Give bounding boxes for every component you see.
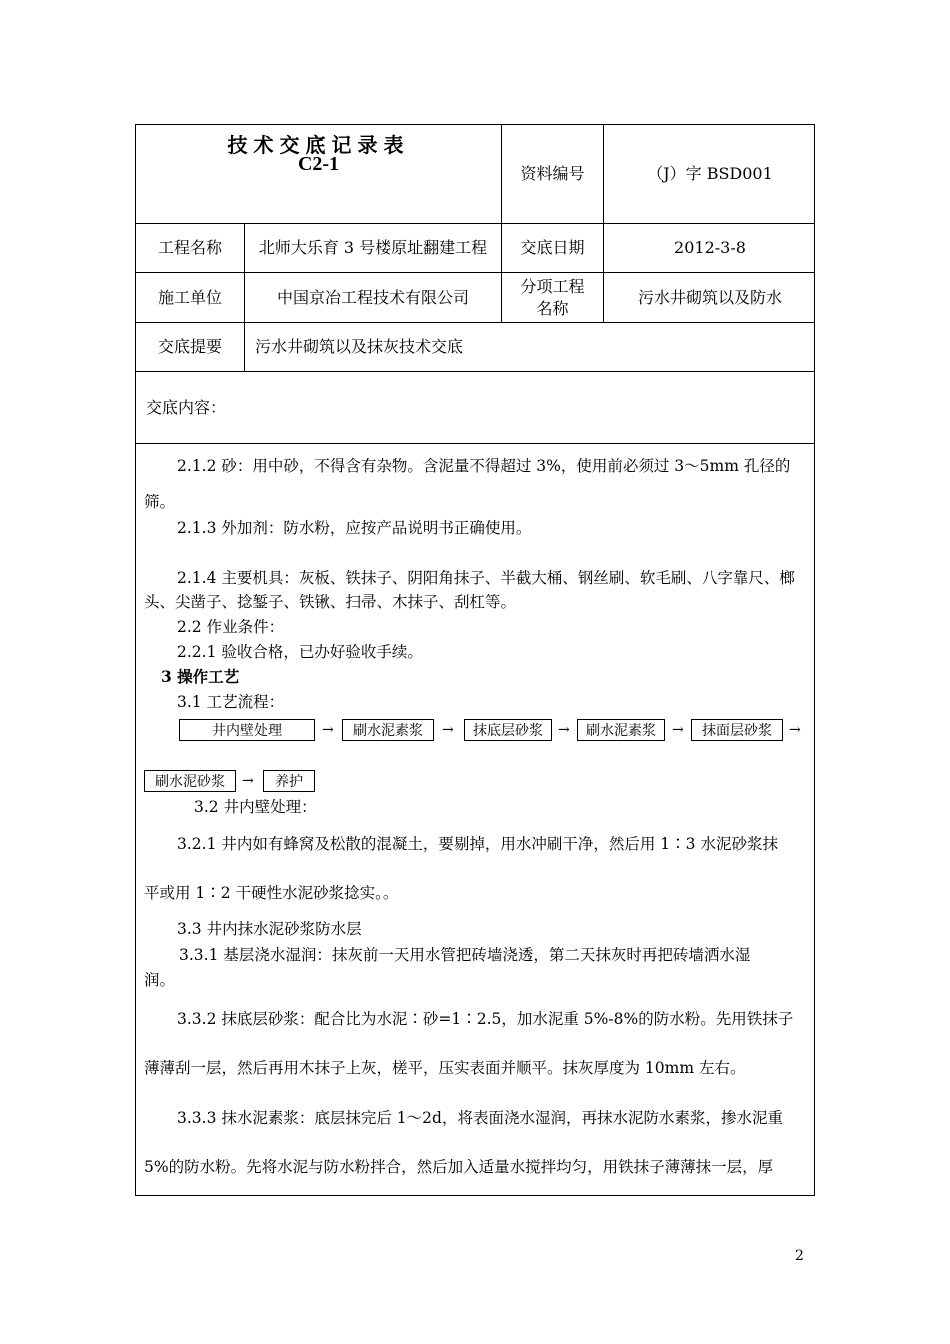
para-2-2-1: 2.2.1 验收合格，已办好验收手续。: [177, 643, 423, 661]
para-3-3-2-cont: 薄薄刮一层，然后再用木抹子上灰，槎平，压实表面并顺平。抹灰厚度为 10mm 左右。: [144, 1059, 746, 1077]
para-2-1-2: 2.1.2 砂：用中砂，不得含有杂物。含泥量不得超过 3%，使用前必须过 3～5mm 孔径的: [177, 457, 791, 475]
flow-step-7: 养护: [263, 770, 315, 792]
sub-item-label: [502, 273, 603, 322]
flow-arrow: →: [242, 773, 254, 789]
flow-step-4: 刷水泥素浆: [577, 719, 665, 741]
flow-arrow: →: [322, 722, 334, 738]
para-3-2-1: 3.2.1 井内如有蜂窝及松散的混凝土，要剔掉，用水冲刷干净，然后用 1∶3 水泥砂浆抹: [177, 835, 778, 853]
flow-arrow: →: [789, 722, 801, 738]
unit-value: 中国京冶工程技术有限公司: [276, 287, 469, 307]
flow-step-1: 井内壁处理: [179, 719, 315, 741]
para-3-2: 3.2 井内壁处理：: [194, 798, 317, 816]
record-table: [135, 124, 815, 1196]
row-divider: [136, 443, 814, 444]
para-2-2: 2.2 作业条件：: [177, 618, 285, 636]
sub-item-label-line2: 名称: [536, 298, 569, 318]
flow-arrow: →: [442, 722, 454, 738]
flow-step-2: 刷水泥素浆: [342, 719, 434, 741]
doc-no-label: 资料编号: [520, 164, 585, 183]
project-label: 工程名称: [157, 238, 222, 257]
content-heading: 交底内容：: [146, 397, 227, 417]
flow-step-3: 抹底层砂浆: [464, 719, 552, 741]
form-code: C2-1: [297, 153, 340, 175]
sub-item-label-line1: 分项工程: [520, 276, 585, 296]
para-2-1-3: 2.1.3 外加剂：防水粉，应按产品说明书正确使用。: [177, 519, 532, 537]
flow-step-5: 抹面层砂浆: [691, 719, 783, 741]
para-3-3-1: 3.3.1 基层浇水湿润：抹灰前一天用水管把砖墙浇透，第二天抹灰时再把砖墙洒水湿: [179, 946, 751, 964]
summary-label: 交底提要: [157, 337, 222, 356]
summary-value: 污水井砌筑以及抹灰技术交底: [255, 337, 464, 356]
para-2-1-2-cont: 筛。: [144, 493, 176, 511]
flow-arrow: →: [672, 722, 684, 738]
para-3-2-1-cont: 平或用 1∶2 干硬性水泥砂浆捻实。。: [144, 884, 399, 902]
unit-label: 施工单位: [157, 287, 222, 307]
page-number: 2: [795, 1248, 804, 1264]
project-value: 北师大乐育 3 号楼原址翻建工程: [258, 238, 488, 257]
flow-arrow: →: [558, 722, 570, 738]
form-title-text: 技术交底记录表: [227, 135, 410, 157]
date-label: 交底日期: [520, 238, 585, 257]
para-3-3-2: 3.3.2 抹底层砂浆：配合比为水泥∶砂=1∶2.5，加水泥重 5%-8%的防水粉。先用铁抹子: [177, 1010, 794, 1028]
para-2-1-4-cont: 头、尖凿子、捻錾子、铁锹、扫帚、木抹子、刮杠等。: [144, 593, 517, 611]
para-3-3-3: 3.3.3 抹水泥素浆：底层抹完后 1～2d，将表面浇水湿润，再抹水泥防水素浆，掺水泥重: [177, 1109, 783, 1127]
para-3-1: 3.1 工艺流程：: [177, 693, 285, 711]
sub-item-value: 污水井砌筑以及防水: [637, 287, 782, 307]
date-value: 2012-3-8: [674, 238, 746, 257]
section-3-heading: 3 操作工艺: [161, 667, 240, 686]
flow-step-6: 刷水泥砂浆: [144, 770, 236, 792]
para-3-3-3-cont: 5%的防水粉。先将水泥与防水粉拌合，然后加入适量水搅拌均匀，用铁抹子薄薄抹一层，厚: [144, 1158, 774, 1176]
para-3-3-1-cont: 润。: [144, 971, 176, 989]
para-3-3: 3.3 井内抹水泥砂浆防水层: [177, 920, 362, 938]
para-2-1-4: 2.1.4 主要机具：灰板、铁抹子、阴阳角抹子、半截大桶、钢丝刷、软毛刷、八字靠尺、榔: [177, 569, 795, 587]
doc-no-value: （J）字 BSD001: [647, 164, 773, 183]
